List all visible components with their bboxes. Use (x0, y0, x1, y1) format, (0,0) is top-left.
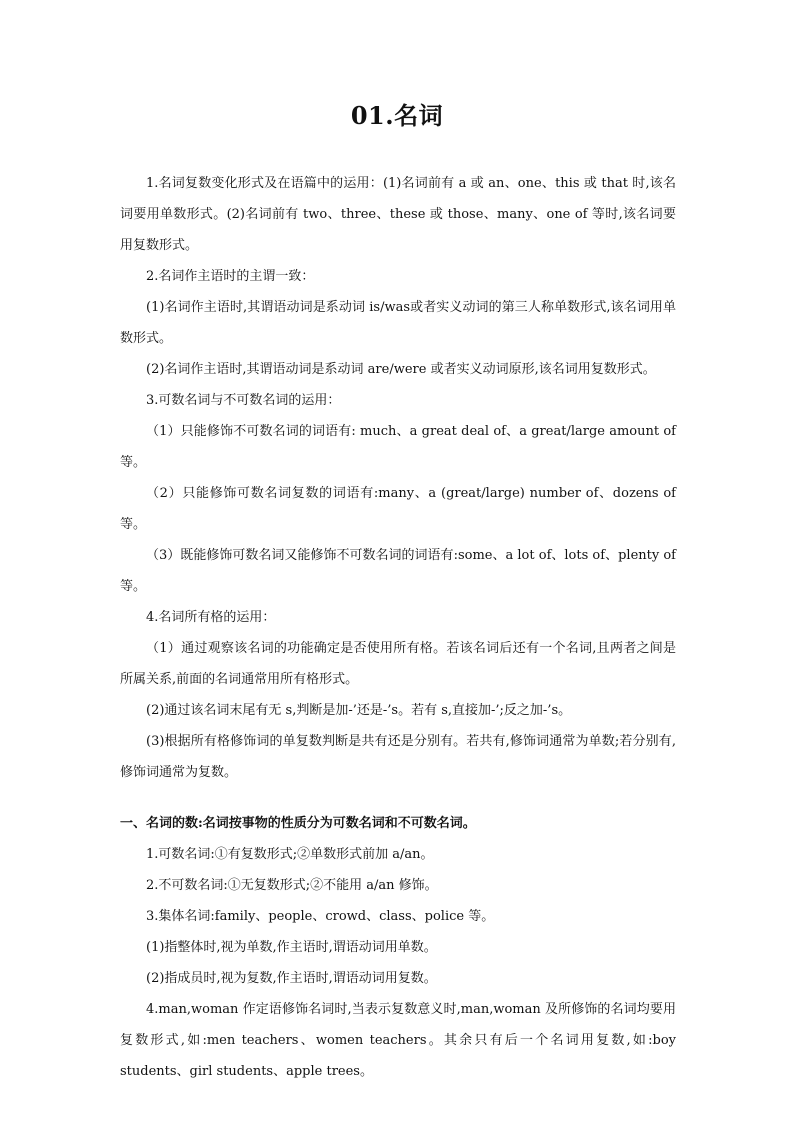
section-paragraph-1: 1.可数名词:①有复数形式;②单数形式前加 a/an。 (146, 847, 434, 862)
section-paragraph-3: 3.集体名词:family、people、crowd、class、police 等。 (146, 909, 495, 924)
page-title: 01.名词 (350, 101, 444, 130)
paragraph-6: （1）只能修饰不可数名词的词语有: much、a great deal of、a great/large amount of 等。 (120, 424, 676, 470)
paragraph-4: (2)名词作主语时,其谓语动词是系动词 are/were 或者实义动词原形,该名词用复数形式。 (146, 362, 656, 377)
paragraph-8: （3）既能修饰可数名词又能修饰不可数名词的词语有:some、a lot of、lots of、plenty of 等。 (120, 548, 676, 594)
section-heading: 一、名词的数:名词按事物的性质分为可数名词和不可数名词。 (120, 816, 476, 831)
section-paragraph-6: 4.man,woman 作定语修饰名词时,当表示复数意义时,man,woman 及所修饰的名词均要用复数形式,如:men teachers、women teachers。其余只有后一个名词用复数,如:boy students、girl students、apple trees。 (120, 1002, 676, 1079)
paragraph-11: (2)通过该名词末尾有无 s,判断是加-’还是-’s。若有 s,直接加-’;反之加-’s。 (146, 703, 572, 718)
section-spacer (120, 788, 676, 808)
paragraph-10: （1）通过观察该名词的功能确定是否使用所有格。若该名词后还有一个名词,且两者之间是所属关系,前面的名词通常用所有格形式。 (120, 641, 676, 687)
paragraph-5: 3.可数名词与不可数名词的运用： (146, 393, 341, 408)
paragraph-2: 2.名词作主语时的主谓一致： (146, 269, 315, 284)
section-paragraph-4: (1)指整体时,视为单数,作主语时,谓语动词用单数。 (146, 940, 437, 955)
paragraph-3: (1)名词作主语时,其谓语动词是系动词 is/was或者实义动词的第三人称单数形式,该名词用单数形式。 (120, 300, 676, 346)
paragraph-9: 4.名词所有格的运用： (146, 610, 276, 625)
paragraph-12: (3)根据所有格修饰词的单复数判断是共有还是分别有。若共有,修饰词通常为单数;若分别有,修饰词通常为复数。 (120, 734, 676, 780)
paragraph-1: 1.名词复数变化形式及在语篇中的运用：(1)名词前有 a 或 an、one、this 或 that 时,该名词要用单数形式。(2)名词前有 two、three、these 或 those、many、one of 等时,该名词要用复数形式。 (120, 176, 676, 253)
paragraph-7: （2）只能修饰可数名词复数的词语有:many、a (great/large) number of、dozens of 等。 (120, 486, 676, 532)
section-paragraph-5: (2)指成员时,视为复数,作主语时,谓语动词用复数。 (146, 971, 437, 986)
document-body (120, 168, 676, 1087)
section-paragraph-2: 2.不可数名词:①无复数形式;②不能用 a/an 修饰。 (146, 878, 438, 893)
